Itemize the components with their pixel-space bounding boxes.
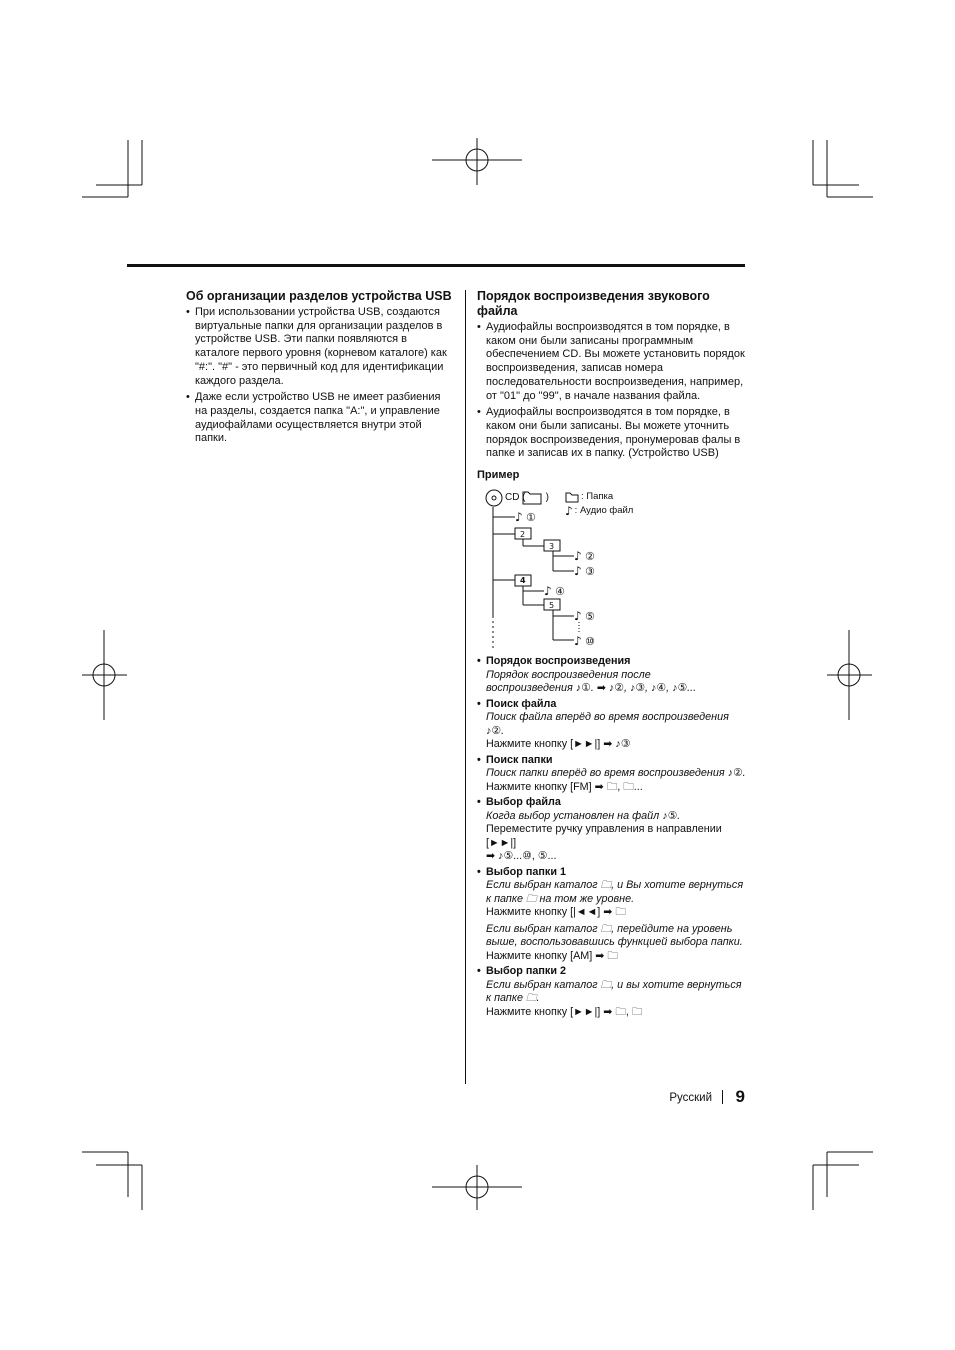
page-footer bbox=[600, 1088, 745, 1108]
op-desc bbox=[486, 879, 747, 906]
file-number-4: ④ bbox=[555, 585, 565, 598]
page-number: 9 bbox=[735, 1087, 745, 1106]
list-item: • Аудиофайлы воспроизводятся в том порядке, в каком они были записаны программным обеспечением CD. Вы можете установить порядок воспроизведения, записав номера последовательности воспроизведения, например, от "01" до "99", в начале названия файла. bbox=[477, 321, 747, 403]
folder-label-3: 3 bbox=[549, 542, 555, 551]
op-desc-part: папке bbox=[494, 892, 523, 905]
file-number-1: ① bbox=[526, 511, 536, 524]
file-number-10: ⑩ bbox=[585, 635, 595, 648]
op-file-search bbox=[477, 698, 747, 752]
cd-label bbox=[505, 492, 549, 503]
folder-icon: 🗀 bbox=[606, 780, 618, 793]
folder-icon bbox=[565, 492, 579, 503]
example-label: Пример bbox=[477, 469, 520, 482]
list-item: • Аудиофайлы воспроизводятся в том порядке, в каком они были записаны. Вы можете уточнить порядок воспроизведения, пронумеровав фалы в папке и записав их в папку. (Устройство USB) bbox=[477, 406, 747, 461]
op-action: ➡ ♪⑤...⑩, ⑤... bbox=[486, 850, 557, 862]
audio-file-icon: ♪ bbox=[574, 564, 582, 578]
file-number-3: ③ bbox=[585, 565, 595, 578]
disc-icon bbox=[486, 490, 502, 506]
list-item: • При использовании устройства USB, создаются виртуальные папки для организации разделов в устройстве USB. Эти папки появляются в каталоге первого уровня (корневом каталоге) как "#:". "#" - это первичный код для идентификации каждого раздела. bbox=[186, 306, 452, 388]
op-action: Нажмите кнопку [FM] ➡ 🗀, 🗀... bbox=[486, 780, 643, 793]
cd-label-text: CD ( bbox=[505, 492, 526, 503]
op-desc-part: . bbox=[536, 992, 540, 1004]
op-action-text: Нажмите кнопку [AM] ➡ bbox=[486, 949, 605, 962]
column-divider bbox=[465, 290, 466, 1084]
folder-icon: 🗀 bbox=[623, 780, 634, 793]
folder-label-5: 5 bbox=[549, 601, 555, 610]
op-desc-part: , перейдите на уровень выше, воспользовавшись функцией выбора папки. bbox=[486, 922, 743, 948]
op-desc: воспроизведения ♪①. ➡ ♪②, ♪③, ♪④, ♪⑤... bbox=[486, 682, 697, 694]
op-action: Переместите ручку управления в направлении [►►|] bbox=[486, 823, 722, 849]
op-desc-part: Если выбран каталог bbox=[486, 922, 598, 935]
op-folder-select-1 bbox=[477, 866, 747, 964]
op-desc-part: к папке bbox=[486, 992, 523, 1004]
op-desc: Поиск папки вперёд во время воспроизведения ♪②. bbox=[486, 767, 746, 779]
operations-list bbox=[477, 655, 747, 1021]
folder-icon: 🗀 bbox=[525, 992, 537, 1004]
op-action: Нажмите кнопку [►►|] ➡ 🗀, 🗀 bbox=[486, 1005, 643, 1018]
file-number-2: ② bbox=[585, 550, 595, 563]
op-action-text: Нажмите кнопку [|◄◄] ➡ bbox=[486, 906, 613, 918]
right-column bbox=[477, 289, 747, 483]
op-desc: Порядок воспроизведения после bbox=[486, 668, 651, 681]
cd-label-close: ) bbox=[545, 492, 549, 503]
left-column bbox=[186, 289, 452, 449]
disc-hole bbox=[492, 496, 496, 500]
file-number-5: ⑤ bbox=[585, 610, 595, 623]
folder-label-2: 2 bbox=[520, 530, 526, 539]
audio-file-icon: ♪ bbox=[565, 504, 573, 518]
op-title: • Порядок воспроизведения bbox=[486, 655, 631, 667]
audio-file-icon: ♪ bbox=[574, 609, 582, 623]
play-order-list bbox=[477, 321, 747, 461]
op-title: • Выбор папки 1 bbox=[486, 865, 566, 878]
op-folder-select-2 bbox=[477, 965, 747, 1019]
diagram-legend bbox=[565, 490, 633, 518]
audio-file-icon: ♪ bbox=[515, 510, 523, 524]
op-desc-part: , и вы хотите вернуться bbox=[611, 978, 742, 991]
op-action-text: Нажмите кнопку [FM] ➡ bbox=[486, 780, 604, 793]
list-item: • Даже если устройство USB не имеет разбиения на разделы, создается папка "A:", и управление аудиофайлами осуществляется внутри этой папки. bbox=[186, 391, 452, 446]
op-desc-part: на том же уровне. bbox=[539, 892, 635, 905]
folder-icon: 🗀 bbox=[525, 892, 537, 905]
op-desc bbox=[486, 979, 747, 1006]
header-rule bbox=[127, 264, 745, 267]
footer-separator bbox=[722, 1090, 723, 1104]
op-folder-search bbox=[477, 754, 747, 795]
op-action bbox=[486, 906, 747, 920]
op-action bbox=[486, 950, 747, 964]
audio-file-icon: ♪ bbox=[574, 549, 582, 563]
op-desc: Поиск файла вперёд во время воспроизведения ♪②. bbox=[486, 711, 729, 737]
legend-folder-row bbox=[565, 490, 633, 504]
folder-icon: 🗀 bbox=[615, 906, 626, 918]
op-action-text: Нажмите кнопку [►►|] ➡ bbox=[486, 1005, 613, 1018]
folder-icon: 🗀 bbox=[600, 922, 612, 935]
folder-icon: 🗀 bbox=[600, 879, 612, 891]
op-file-select bbox=[477, 796, 747, 864]
op-desc: Когда выбор установлен на файл ♪⑤. bbox=[486, 809, 681, 822]
folder-icon: 🗀 bbox=[631, 1005, 643, 1018]
op-title: • Выбор папки 2 bbox=[486, 965, 566, 977]
op-action: Нажмите кнопку [►►|] ➡ ♪③ bbox=[486, 738, 631, 750]
op-action-suffix: ... bbox=[633, 780, 643, 793]
op-title: • Поиск файла bbox=[486, 697, 557, 710]
op-play-order bbox=[477, 655, 747, 696]
folder-icon: 🗀 bbox=[615, 1005, 626, 1018]
op-desc bbox=[486, 923, 747, 950]
legend-file-row bbox=[565, 504, 633, 518]
section-title-usb-partitions: Об организации разделов устройства USB bbox=[186, 289, 452, 303]
legend-file-text: : Аудио файл bbox=[574, 505, 634, 516]
folder-icon: 🗀 bbox=[607, 949, 618, 962]
op-title: • Поиск папки bbox=[486, 753, 553, 766]
footer-language: Русский bbox=[669, 1092, 712, 1104]
folder-icon: 🗀 bbox=[600, 978, 612, 991]
audio-file-icon: ♪ bbox=[574, 634, 582, 648]
usb-partitions-list bbox=[186, 306, 452, 446]
legend-folder-text: : Папка bbox=[581, 491, 614, 502]
section-title-play-order: Порядок воспроизведения звукового файла bbox=[477, 289, 710, 318]
op-desc-part: Если выбран каталог bbox=[486, 978, 598, 991]
audio-file-icon: ♪ bbox=[544, 584, 552, 598]
op-desc-part: , и Вы хотите вернуться к bbox=[486, 879, 744, 905]
folder-tree-diagram bbox=[477, 488, 747, 650]
folder-label-4: 4 bbox=[520, 576, 526, 585]
op-desc-part: Если выбран каталог bbox=[486, 879, 598, 891]
op-title: • Выбор файла bbox=[486, 796, 561, 808]
